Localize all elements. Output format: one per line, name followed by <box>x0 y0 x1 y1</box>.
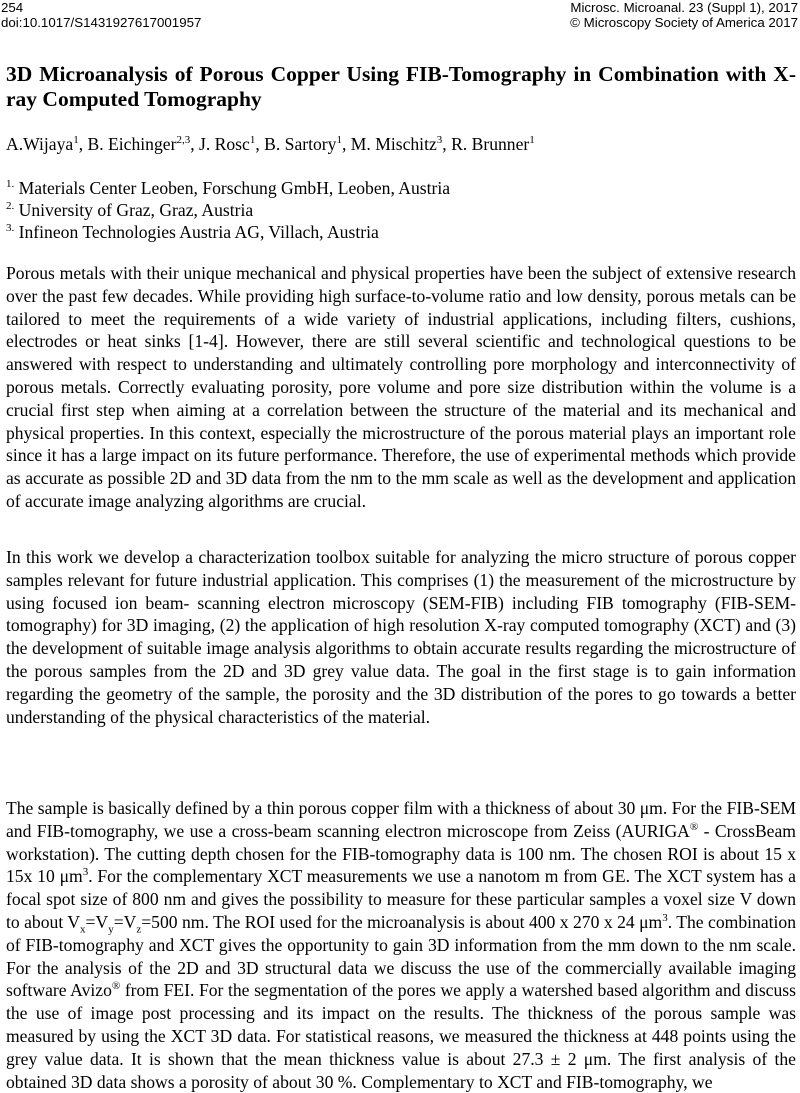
text-run: - CrossBeam workstation). The cutting depth chosen for the FIB-tomography data is 100 nm. The chosen ROI is about 15 x 15x 10 μm <box>6 820 796 887</box>
text-run: =V <box>85 911 109 932</box>
subscript: y <box>108 923 114 936</box>
text-run: =V <box>113 911 137 932</box>
author-separator: , <box>341 134 351 154</box>
author: B. Eichinger <box>87 134 177 154</box>
registered-mark: ® <box>111 980 121 993</box>
affiliation-text: University of Graz, Graz, Austria <box>14 200 254 220</box>
author-affiliation-ref: 1 <box>73 134 79 147</box>
affiliation <box>6 177 796 199</box>
header-left <box>1 0 201 30</box>
author-separator: , <box>442 134 452 154</box>
author-separator: , <box>255 134 265 154</box>
body-paragraph-3 <box>6 797 796 1093</box>
affiliation-list <box>6 177 796 243</box>
affiliation-text: Materials Center Leoben, Forschung GmbH, Leoben, Austria <box>14 178 451 198</box>
text-run: =500 nm. The ROI used for the microanalysis is about 400 x 270 x 24 μm <box>141 911 663 932</box>
doi: doi:10.1017/S1431927617001957 <box>1 15 202 30</box>
author-affiliation-ref: 1 <box>336 134 342 147</box>
text-run: . The combination of FIB-tomography and XCT gives the opportunity to gain 3D information from the mm down to the nm scale. For the analysis of the 2D and 3D structural data we discuss the use of the commercially available imaging software Avizo <box>6 911 796 1001</box>
subscript: x <box>80 923 86 936</box>
author-affiliation-ref: 2,3 <box>176 134 191 147</box>
author-separator: , <box>78 134 88 154</box>
body-paragraph-1: Porous metals with their unique mechanical and physical properties have been the subject of extensive research over the past few decades. While providing high surface-to-volume ratio and low density, porous metals can be tailored to meet the requirements of a wide variety of industrial applications, including filters, cushions, electrodes or heat sinks [1-4]. However, there are still several scientific and technological questions to be answered with respect to understanding and ultimately controlling pore morphology and interconnectivity of porous metals. Correctly evaluating porosity, pore volume and pore size distribution within the volume is a crucial first step when aiming at a correlation between the structure of the material and its mechanical and physical properties. In this context, especially the microstructure of the porous material plays an important role since it has a large impact on its future performance. Therefore, the use of experimental methods which provide as accurate as possible 2D and 3D data from the nm to the mm scale as well as the development and application of accurate image analyzing algorithms are crucial. <box>6 263 796 511</box>
author-affiliation-ref: 3 <box>436 134 443 147</box>
copyright: © Microscopy Society of America 2017 <box>570 15 798 30</box>
text-run: The sample is basically defined by a thin porous copper film with a thickness of about 30 μm. For the FIB-SEM and FIB-tomography, we use a cross-beam scanning electron microscope from Zeiss (AURIGA <box>6 798 796 841</box>
subscript: z <box>136 923 142 936</box>
registered-mark: ® <box>689 820 699 833</box>
affiliation-number: 3. <box>6 222 15 235</box>
exponent: 3 <box>82 866 89 879</box>
paper-title: 3D Microanalysis of Porous Copper Using FIB-Tomography in Combination with X-ray Computed Tomography <box>6 62 796 111</box>
affiliation-text: Infineon Technologies Austria AG, Villach, Austria <box>14 222 379 242</box>
author: B. Sartory <box>264 134 337 154</box>
author: A.Wijaya <box>6 134 74 154</box>
author-separator: , <box>190 134 199 154</box>
header-right <box>570 0 798 30</box>
affiliation <box>6 199 796 221</box>
author-affiliation-ref: 1 <box>249 134 256 147</box>
author: M. Mischitz <box>350 134 437 154</box>
author: J. Rosc <box>198 134 250 154</box>
journal-citation: Microsc. Microanal. 23 (Suppl 1), 2017 <box>570 0 798 15</box>
affiliation <box>6 221 796 243</box>
author-list <box>6 133 796 155</box>
body-paragraph-2: In this work we develop a characterization toolbox suitable for analyzing the micro structure of porous copper samples relevant for future industrial application. This comprises (1) the measurement of the microstructure by using focused ion beam- scanning electron microscopy (SEM-FIB) including FIB tomography (FIB-SEM-tomography) for 3D imaging, (2) the application of high resolution X-ray computed tomography (XCT) and (3) the development of suitable image analysis algorithms to obtain accurate results regarding the microstructure of the porous samples from the 2D and 3D grey value data. The goal in the first stage is to gain information regarding the geometry of the sample, the porosity and the 3D distribution of the pores to go towards a better understanding of the physical characteristics of the material. <box>6 547 796 727</box>
text-run: . For the complementary XCT measurements we use a nanotom m from GE. The XCT system has a focal spot size of 800 nm and gives the possibility to measure for these particular samples a voxel size V down to about V <box>6 866 796 932</box>
affiliation-number: 2. <box>6 200 15 213</box>
text-run: from FEI. For the segmentation of the pores we apply a watershed based algorithm and discuss the use of image post processing and its impact on the results. The thickness of the porous sample was measured by using the XCT 3D data. For statistical reasons, we measured the thickness at 448 points using the grey value data. It is shown that the mean thickness value is about 27.3 ± 2 μm. The first analysis of the obtained 3D data shows a porosity of about 30 %. Complementary to XCT and FIB-tomography, we <box>6 980 796 1092</box>
exponent: 3 <box>662 912 668 925</box>
page-number: 254 <box>1 0 24 15</box>
author-affiliation-ref: 1 <box>529 134 535 147</box>
affiliation-number: 1. <box>6 178 15 191</box>
author: R. Brunner <box>451 134 530 154</box>
